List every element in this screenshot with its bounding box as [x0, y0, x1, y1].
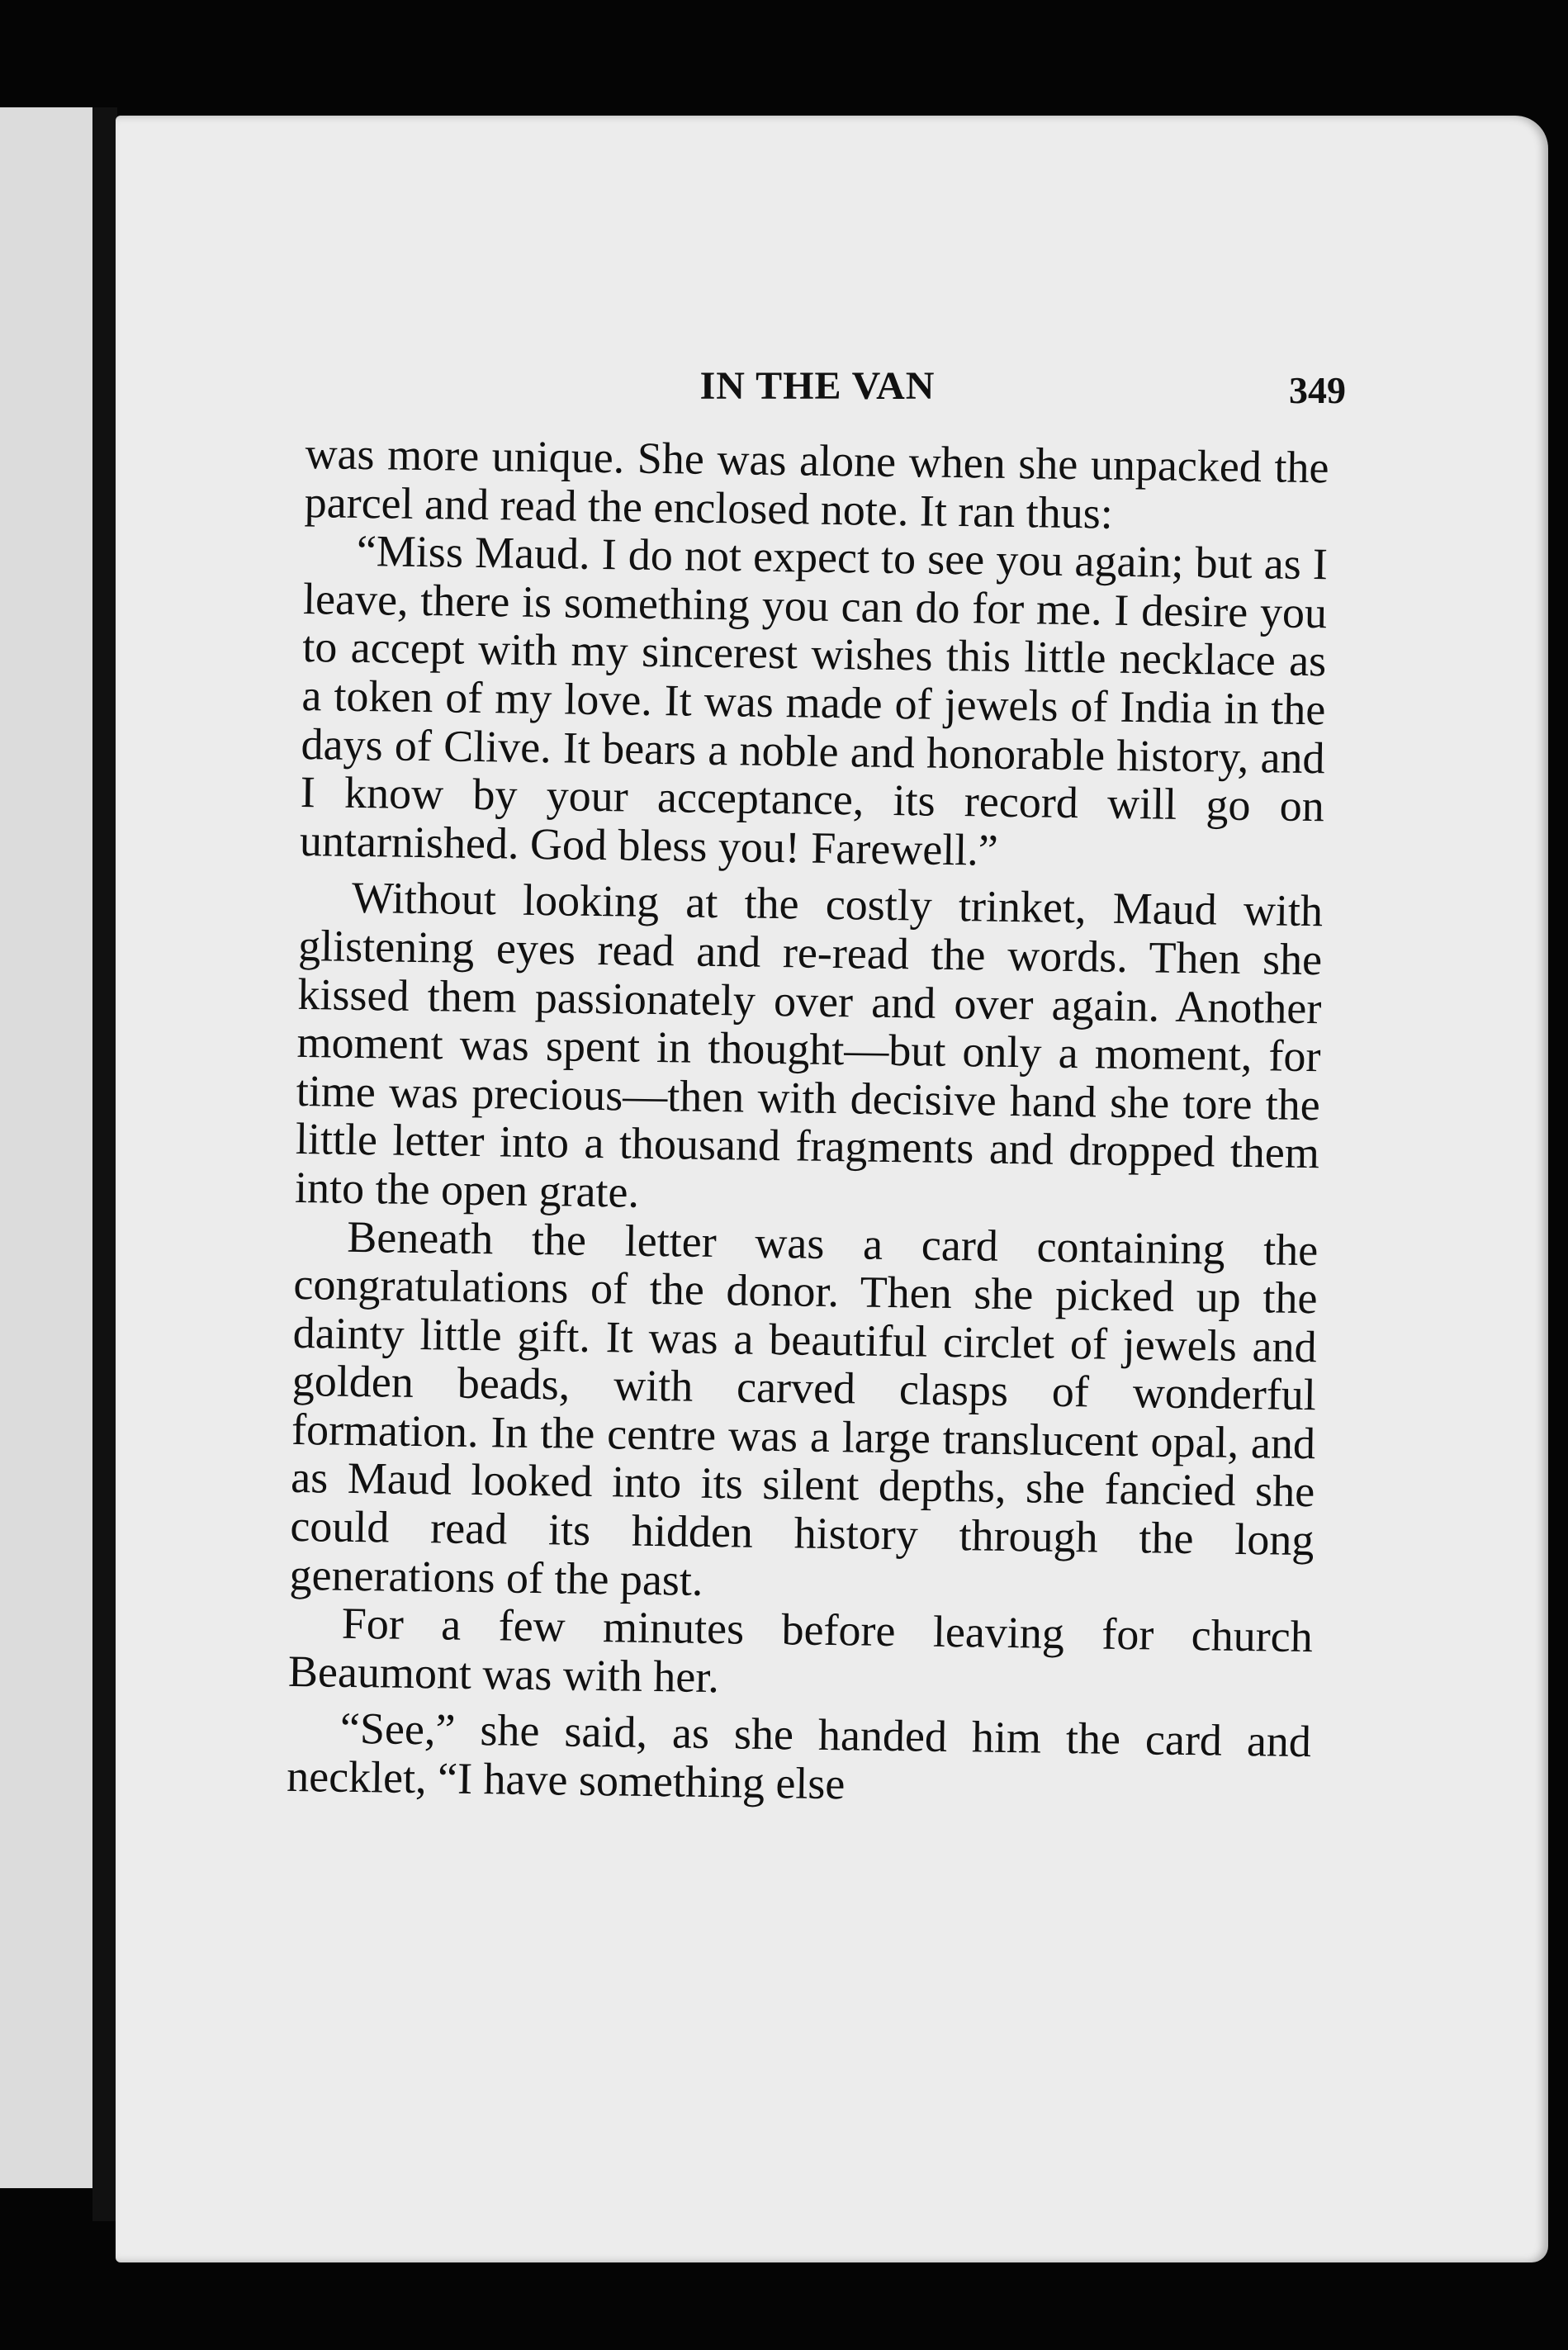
- page-content: [286, 339, 1346, 1809]
- paragraph-2: “Miss Maud. I do not expect to see you again; but as I leave, there is something you can do for me. I desire you to accept with my sincerest wishes this little necklace as a token of my love. It was made of jewels of India in the days of Clive. It bears a noble and honorable history, and I know by your acceptance, its record will go on untarnished. God bless you! Farewell.”: [299, 526, 1329, 875]
- paragraph-1: was more unique. She was alone when she unpacked the parcel and read the enclosed note. It ran thus:: [304, 429, 1329, 538]
- paragraph-6: “See,” she said, as she handed him the card and necklet, “I have something else: [286, 1703, 1312, 1809]
- body-text: [287, 429, 1329, 1815]
- left-page-edge: [0, 107, 99, 2188]
- running-head: [306, 339, 1346, 429]
- page-number: 349: [1289, 369, 1346, 411]
- book-gutter: [92, 107, 117, 2221]
- book-page: [116, 116, 1548, 2262]
- running-head-title: IN THE VAN: [699, 364, 936, 408]
- paragraph-3: Without looking at the costly trinket, Maud with glistening eyes read and re-read the words. Then she kissed them passionately over and over again. Another moment was spent in thought—but only a moment, for time was precious—then with decisive hand she tore the little letter into a thousand fragments and dropped them into the open grate.: [294, 873, 1324, 1217]
- paragraph-4: Beneath the letter was a card containing the congratulations of the donor. Then she picked up the dainty little gift. It was a beautiful circlet of jewels and golden beads, with carved clasps of wonderful formation. In the centre was a large translucent opal, and as Maud looked into its silent depths, she fancied she could read its hidden history through the long generations of the past.: [289, 1211, 1319, 1605]
- paragraph-5: For a few minutes before leaving for church Beaumont was with her.: [287, 1599, 1314, 1702]
